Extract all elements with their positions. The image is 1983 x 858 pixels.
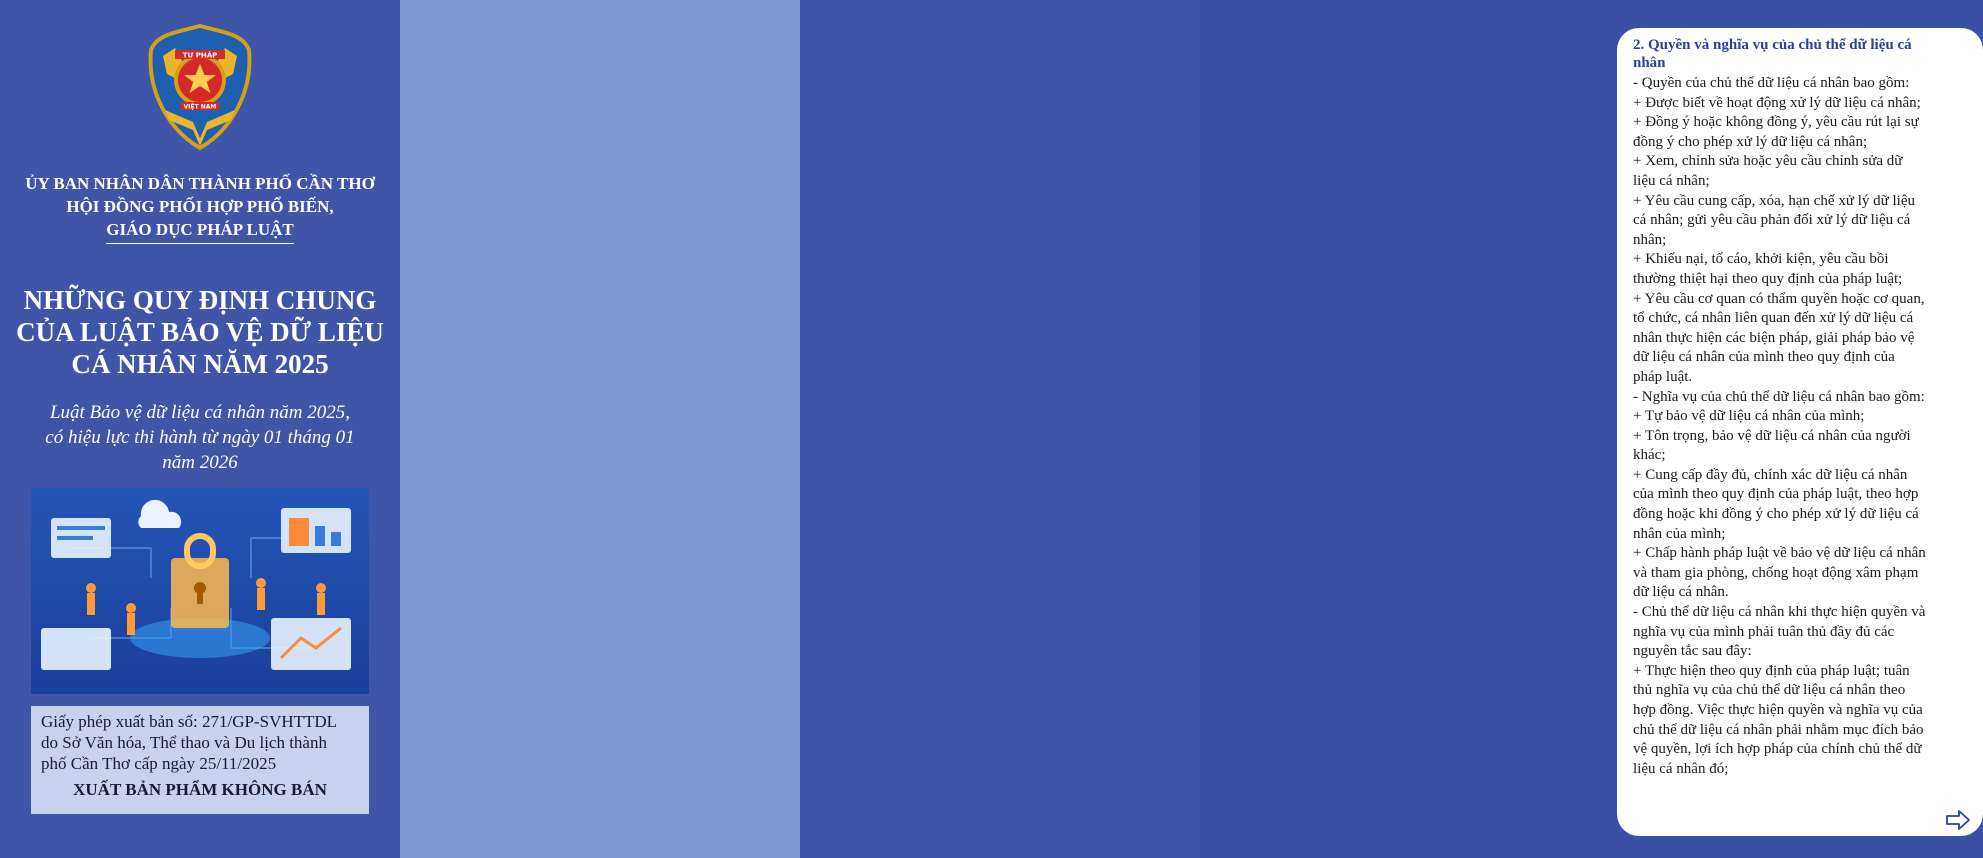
body-line: - Quyền của chủ thể dữ liệu cá nhân bao gồm: — [1633, 75, 1910, 91]
justice-emblem-logo — [145, 22, 255, 152]
body-line: và tham gia phòng, chống hoạt động xâm phạm — [1633, 564, 1919, 581]
body-line: chủ thể dữ liệu cá nhân phải nhằm mục đích bảo — [1633, 721, 1924, 738]
subtitle-line: Luật Bảo vệ dữ liệu cá nhân năm 2025, — [49, 402, 351, 423]
body-line: nghĩa vụ của mình phải tuân thủ đầy đủ các — [1633, 623, 1895, 640]
body-line: + Được biết về hoạt động xử lý dữ liệu cá nhân; — [1633, 94, 1921, 111]
body-line: + Xem, chỉnh sửa hoặc yêu cầu chỉnh sửa dữ — [1633, 153, 1903, 170]
body-line: tổ chức, cá nhân liên quan đến xử lý dữ liệu cá — [1633, 310, 1914, 327]
body-line: + Khiếu nại, tố cáo, khởi kiện, yêu cầu bồi — [1633, 251, 1889, 268]
body-line: - Chủ thể dữ liệu cá nhân khi thực hiện quyền và — [1633, 604, 1926, 621]
body-line: thủ nghĩa vụ của chủ thể dữ liệu cá nhân theo — [1633, 682, 1906, 699]
body-line: + Chấp hành pháp luật về bảo vệ dữ liệu cá nhân — [1633, 545, 1926, 562]
title-line: CỦA LUẬT BẢO VỆ DỮ LIỆU — [16, 317, 384, 347]
body-line: thường thiệt hại theo quy định của pháp luật; — [1633, 270, 1903, 287]
organization-name — [0, 172, 400, 244]
body-line: nhân của mình; — [1633, 525, 1726, 542]
body-line: - Nghĩa vụ của chủ thể dữ liệu cá nhân bao gồm: — [1633, 388, 1925, 405]
license-line: do Sở Văn hóa, Thể thao và Du lịch thành — [41, 733, 327, 752]
body-line: khác; — [1633, 447, 1666, 464]
body-line: hợp đồng. Việc thực hiện quyền và nghĩa vụ của — [1633, 702, 1923, 718]
not-for-sale-label: XUẤT BẢN PHẨM KHÔNG BÁN — [73, 780, 327, 799]
rights-obligations-card — [1617, 28, 1983, 836]
body-line: + Yêu cầu cung cấp, xóa, hạn chế xử lý dữ liệu — [1633, 192, 1915, 209]
org-line: ỦY BAN NHÂN DÂN THÀNH PHỐ CẦN THƠ — [25, 174, 375, 193]
subtitle-line: năm 2026 — [162, 452, 238, 473]
emblem-text-bottom: VIỆT NAM — [183, 103, 217, 111]
body-line: vệ quyền, lợi ích hợp pháp của chính chủ thể dữ — [1633, 741, 1922, 758]
body-line: + Thực hiện theo quy định của pháp luật; tuân — [1633, 662, 1910, 679]
body-line: nguyên tắc sau đây: — [1633, 643, 1752, 660]
brochure-title — [10, 284, 390, 380]
body-line: + Đồng ý hoặc không đồng ý, yêu cầu rút lại sự — [1633, 114, 1919, 131]
body-line: của mình theo quy định của pháp luật, theo hợp — [1633, 486, 1919, 503]
emblem-text-top: TƯ PHÁP — [182, 51, 218, 60]
cover-panel — [0, 0, 400, 858]
title-line: CÁ NHÂN NĂM 2025 — [71, 349, 329, 379]
license-line: Giấy phép xuất bản số: 271/GP-SVHTTDL — [41, 712, 338, 731]
body-line: đồng ý cho phép xử lý dữ liệu cá nhân; — [1633, 133, 1868, 150]
org-line: GIÁO DỤC PHÁP LUẬT — [106, 218, 293, 244]
section-title-rights: nhân — [1633, 55, 1666, 71]
effective-date-note — [10, 400, 390, 475]
body-line: dữ liệu cá nhân của mình theo quy định của — [1633, 349, 1895, 366]
body-line: nhân thực hiện các biện pháp, giải pháp bảo vệ — [1633, 329, 1915, 346]
body-line: liệu cá nhân; — [1633, 172, 1710, 189]
body-line: cá nhân; gửi yêu cầu phản đối xử lý dữ liệu cá — [1633, 212, 1911, 229]
body-line: pháp luật. — [1633, 368, 1693, 385]
body-line: nhân; — [1633, 231, 1667, 248]
org-line: HỘI ĐỒNG PHỐI HỢP PHỔ BIẾN, — [66, 197, 334, 216]
body-line: + Tự bảo vệ dữ liệu cá nhân của mình; — [1633, 408, 1865, 425]
rights-obligations-panel — [800, 0, 1926, 858]
body-line: + Tôn trọng, bảo vệ dữ liệu cá nhân của người — [1633, 427, 1911, 444]
title-line: NHỮNG QUY ĐỊNH CHUNG — [23, 285, 377, 315]
principles-panel — [400, 0, 800, 858]
body-line: + Yêu cầu cơ quan có thẩm quyền hoặc cơ quan, — [1633, 290, 1925, 307]
license-line: phố Cần Thơ cấp ngày 25/11/2025 — [41, 754, 277, 773]
data-security-illustration — [31, 488, 369, 694]
body-line: liệu cá nhân đó; — [1633, 760, 1729, 777]
subtitle-line: có hiệu lực thi hành từ ngày 01 tháng 01 — [45, 427, 355, 448]
body-line: + Cung cấp đầy đủ, chính xác dữ liệu cá nhân — [1633, 466, 1908, 483]
publication-license-box — [31, 706, 369, 814]
arrow-right-icon[interactable] — [1945, 810, 1971, 830]
license-text — [41, 711, 359, 774]
section-title-rights: 2. Quyền và nghĩa vụ của chủ thể dữ liệu cá — [1633, 37, 1912, 53]
body-line: dữ liệu cá nhân. — [1633, 584, 1729, 601]
body-line: đồng hoặc khi đồng ý cho phép xử lý dữ liệu cá — [1633, 506, 1919, 523]
